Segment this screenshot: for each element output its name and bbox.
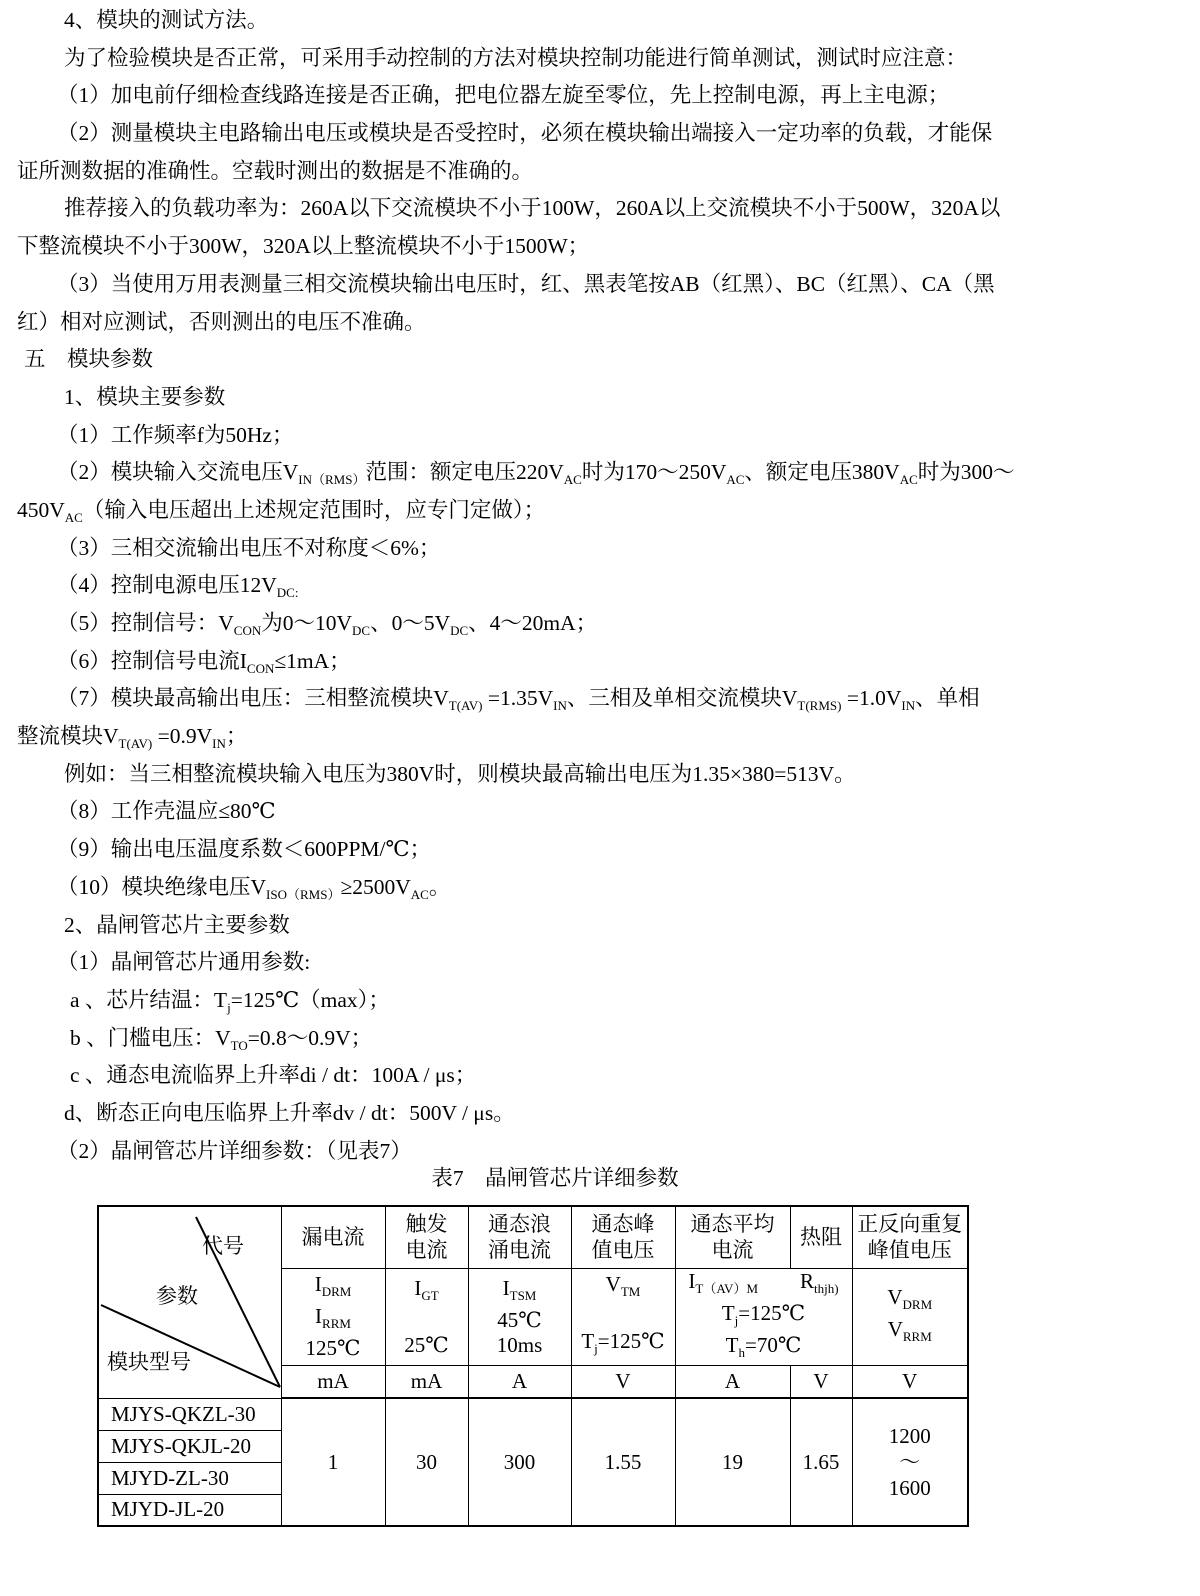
text-segment: 45℃ bbox=[497, 1307, 542, 1332]
subscript-text: IN bbox=[901, 698, 916, 714]
text-segment bbox=[620, 1304, 625, 1328]
text-segment bbox=[758, 1269, 800, 1293]
text-segment: 10ms bbox=[496, 1332, 543, 1357]
text-segment: c 、通态电流临界上升率di / dt：100A / μs； bbox=[70, 1063, 477, 1088]
text-segment: （5）控制信号：V bbox=[57, 611, 234, 635]
text-line bbox=[0, 115, 1200, 153]
unit-cell: mA bbox=[385, 1365, 468, 1398]
header-line: 通态浪 bbox=[488, 1212, 551, 1237]
symbol-line bbox=[386, 1308, 468, 1333]
text-line bbox=[0, 492, 1200, 530]
text-line bbox=[0, 1020, 1200, 1058]
text-line bbox=[0, 869, 1200, 907]
text-line bbox=[0, 831, 1200, 869]
symbol-line bbox=[469, 1276, 571, 1308]
table-model-cell: MJYS-QKJL-20 bbox=[98, 1430, 281, 1462]
text-segment: 证所测数据的准确性。空载时测出的数据是不准确的。 bbox=[17, 158, 534, 183]
text-segment: =125℃ bbox=[597, 1329, 665, 1353]
text-segment: 、单相 bbox=[915, 686, 980, 711]
text-line bbox=[0, 1095, 1200, 1133]
text-segment: 4、模块的测试方法。 bbox=[64, 8, 269, 32]
header-line: 涌电流 bbox=[488, 1238, 551, 1263]
text-segment: 下整流模块不小于300W，320A以上整流模块不小于1500W； bbox=[17, 234, 590, 259]
subscript-text: TO bbox=[230, 1037, 248, 1053]
table-value-cell bbox=[281, 1398, 385, 1526]
text-segment: =0.8～0.9V； bbox=[247, 1025, 373, 1050]
value-line: 1600 bbox=[888, 1476, 931, 1500]
text-segment: ≥2500V bbox=[340, 874, 411, 899]
subscript-text: ISO（RMS） bbox=[266, 886, 341, 902]
text-segment: （输入电压超出上述规定范围时，应专门定做）； bbox=[82, 497, 546, 522]
text-segment: b 、门槛电压：V bbox=[70, 1025, 231, 1050]
subscript-text: AC bbox=[726, 472, 745, 488]
text-segment: =1.0V bbox=[841, 686, 902, 711]
text-segment: （4）控制电源电压12V bbox=[57, 573, 277, 598]
text-segment: ； bbox=[225, 724, 248, 749]
value-line: 19 bbox=[722, 1450, 743, 1474]
subscript-text: T(AV) bbox=[448, 698, 483, 714]
text-segment: 为了检验模块是否正常，可采用手动控制的方法对模块控制功能进行简单测试，测试时应注意： bbox=[64, 45, 968, 70]
text-segment: （3）当使用万用表测量三相交流模块输出电压时，红、黑表笔按AB（红黑）、BC（红黑）、CA（黑 bbox=[57, 271, 995, 296]
subscript-text: T(RMS) bbox=[797, 698, 842, 714]
symbol-line bbox=[282, 1336, 385, 1361]
text-line bbox=[0, 40, 1200, 78]
value-line: 30 bbox=[416, 1450, 437, 1474]
unit-cell: V bbox=[852, 1365, 968, 1398]
symbol-line bbox=[853, 1285, 968, 1317]
corner-label-model: 模块型号 bbox=[107, 1350, 191, 1375]
header-line: 正反向重复 bbox=[857, 1212, 963, 1237]
header-line: 值电压 bbox=[591, 1238, 655, 1263]
text-line bbox=[0, 153, 1200, 191]
text-segment: d、断态正向电压临界上升率dv / dt：500V / μs。 bbox=[64, 1100, 515, 1125]
subscript-text: T（AV）M bbox=[695, 1280, 759, 1296]
symbol-header-cell bbox=[281, 1268, 385, 1365]
col-header-cell bbox=[385, 1206, 468, 1268]
table-value-cell bbox=[675, 1398, 790, 1526]
text-segment: 。 bbox=[428, 874, 451, 899]
text-segment: T bbox=[721, 1300, 735, 1325]
text-segment: 推荐接入的负载功率为：260A以下交流模块不小于100W，260A以上交流模块不小于500W，320A以 bbox=[64, 196, 1001, 221]
text-segment: （6）控制信号电流I bbox=[57, 648, 247, 673]
corner-label-code: 代号 bbox=[202, 1234, 244, 1259]
text-segment: V bbox=[887, 1316, 903, 1341]
text-segment: （2）模块输入交流电压V bbox=[57, 460, 299, 485]
subscript-text: GT bbox=[421, 1287, 439, 1303]
symbol-line bbox=[386, 1333, 468, 1358]
text-line bbox=[0, 567, 1200, 605]
text-segment: 整流模块V bbox=[17, 724, 119, 749]
text-segment: =125℃ bbox=[738, 1300, 806, 1325]
table-model-cell: MJYD-ZL-30 bbox=[98, 1462, 281, 1494]
text-line bbox=[0, 417, 1200, 455]
text-segment: 时为170～250V bbox=[581, 460, 727, 485]
corner-label-parameter: 参数 bbox=[156, 1284, 198, 1309]
subscript-text: j bbox=[594, 1341, 598, 1356]
symbol-header-cell bbox=[468, 1268, 571, 1365]
text-line bbox=[0, 605, 1200, 643]
text-line bbox=[0, 341, 1200, 379]
header-line: 热阻 bbox=[800, 1225, 842, 1250]
subscript-text: AC bbox=[899, 472, 918, 488]
value-line: 1 bbox=[327, 1450, 339, 1474]
subscript-text: AC bbox=[64, 509, 83, 525]
text-segment: 为0～10V bbox=[261, 611, 353, 635]
subscript-text: thjh) bbox=[814, 1280, 839, 1296]
subscript-text: j bbox=[734, 1312, 739, 1328]
text-segment: V bbox=[605, 1272, 621, 1296]
symbol-line bbox=[282, 1304, 385, 1336]
value-line: 1.65 bbox=[802, 1450, 840, 1474]
text-segment: 25℃ bbox=[404, 1332, 449, 1357]
subscript-text: TSM bbox=[509, 1287, 537, 1303]
subscript-text: TM bbox=[620, 1284, 641, 1299]
table-value-cell bbox=[385, 1398, 468, 1526]
subscript-text: AC bbox=[563, 472, 582, 488]
text-segment: （2）晶闸管芯片详细参数：（见表7） bbox=[57, 1138, 412, 1163]
symbol-line bbox=[572, 1329, 675, 1361]
symbol-header-cell bbox=[675, 1268, 852, 1365]
symbol-line bbox=[572, 1272, 675, 1304]
symbol-header-cell bbox=[852, 1268, 968, 1365]
text-line bbox=[0, 680, 1200, 718]
subscript-text: CON bbox=[233, 623, 262, 638]
text-line bbox=[0, 756, 1200, 794]
text-line bbox=[0, 907, 1200, 945]
text-segment: 五 模块参数 bbox=[24, 347, 154, 372]
symbol-line bbox=[469, 1308, 571, 1333]
text-segment: （9）输出电压温度系数＜600PPM/℃； bbox=[57, 837, 432, 862]
header-line: 触发 bbox=[405, 1212, 448, 1237]
table-caption: 表7 晶闸管芯片详细参数 bbox=[431, 1166, 679, 1190]
symbol-line bbox=[676, 1301, 852, 1333]
subscript-text: T(AV) bbox=[118, 736, 153, 752]
subscript-text: DC bbox=[352, 623, 371, 638]
unit-cell: V bbox=[790, 1365, 852, 1398]
text-segment: I bbox=[314, 1272, 322, 1296]
text-segment: （1）加电前仔细检查线路连接是否正确，把电位器左旋至零位，先上控制电源，再上主电源； bbox=[57, 83, 950, 108]
table-corner-cell bbox=[98, 1206, 281, 1398]
col-header-cell bbox=[790, 1206, 852, 1268]
col-header-cell bbox=[852, 1206, 968, 1268]
text-segment: （1）工作频率f为50Hz； bbox=[57, 422, 294, 447]
text-segment: （8）工作壳温应≤80℃ bbox=[57, 799, 276, 824]
subscript-text: DC bbox=[450, 623, 469, 638]
text-segment: =70℃ bbox=[744, 1332, 802, 1357]
text-segment: （2）测量模块主电路输出电压或模块是否受控时，必须在模块输出端接入一定功率的负载，才能保 bbox=[57, 121, 993, 146]
text-segment: 、4～20mA； bbox=[468, 611, 598, 635]
table-model-cell: MJYD-JL-20 bbox=[98, 1494, 281, 1526]
text-line bbox=[0, 643, 1200, 681]
header-line: 通态平均 bbox=[690, 1212, 775, 1237]
text-line bbox=[0, 454, 1200, 492]
text-segment: I bbox=[414, 1275, 422, 1300]
symbol-line bbox=[386, 1276, 468, 1308]
text-segment: 例如：当三相整流模块输入电压为380V时，则模块最高输出电压为1.35×380=513V。 bbox=[64, 761, 856, 786]
text-line bbox=[0, 304, 1200, 342]
subscript-text: CON bbox=[246, 660, 275, 676]
text-line bbox=[0, 2, 1200, 40]
text-segment: 时为300～ bbox=[917, 460, 1015, 485]
text-segment: ≤1mA； bbox=[274, 648, 351, 673]
unit-cell: A bbox=[468, 1365, 571, 1398]
symbol-line bbox=[282, 1272, 385, 1304]
table-value-cell bbox=[468, 1398, 571, 1526]
text-segment: 红）相对应测试，否则测出的电压不准确。 bbox=[17, 309, 426, 334]
text-line bbox=[0, 77, 1200, 115]
text-segment: （7）模块最高输出电压：三相整流模块V bbox=[57, 686, 449, 711]
symbol-line bbox=[853, 1317, 968, 1349]
text-line bbox=[0, 530, 1200, 568]
text-segment: 2、晶闸管芯片主要参数 bbox=[64, 912, 290, 937]
subscript-text: IN bbox=[212, 736, 226, 752]
value-line: 1.55 bbox=[604, 1450, 642, 1474]
text-line bbox=[0, 944, 1200, 982]
text-segment: 1、模块主要参数 bbox=[64, 384, 226, 409]
text-segment: 、0～5V bbox=[370, 611, 451, 635]
unit-cell: A bbox=[675, 1365, 790, 1398]
header-line: 通态峰 bbox=[591, 1212, 655, 1237]
text-segment: 125℃ bbox=[305, 1336, 361, 1360]
unit-cell: V bbox=[571, 1365, 675, 1398]
subscript-text: DRM bbox=[321, 1284, 352, 1299]
text-line bbox=[0, 982, 1200, 1020]
text-segment: V bbox=[887, 1284, 903, 1309]
text-segment: 、额定电压380V bbox=[744, 460, 900, 485]
text-line bbox=[0, 793, 1200, 831]
col-header-cell bbox=[675, 1206, 790, 1268]
text-line bbox=[0, 718, 1200, 756]
subscript-text: IN bbox=[553, 698, 567, 714]
diagonal-line bbox=[101, 1305, 280, 1387]
text-segment: （1）晶闸管芯片通用参数: bbox=[57, 950, 311, 975]
header-line: 电流 bbox=[711, 1238, 754, 1263]
text-line bbox=[0, 1133, 1200, 1171]
text-segment: T bbox=[581, 1329, 595, 1353]
text-segment: =125℃（max）； bbox=[230, 987, 390, 1012]
text-segment: =1.35V bbox=[482, 686, 554, 711]
text-segment: （10）模块绝缘电压V bbox=[57, 874, 267, 899]
symbol-header-cell bbox=[571, 1268, 675, 1365]
table-value-cell bbox=[571, 1398, 675, 1526]
header-line: 漏电流 bbox=[301, 1225, 365, 1250]
value-line: ～ bbox=[899, 1450, 921, 1474]
text-line bbox=[0, 1057, 1200, 1095]
text-segment: 范围：额定电压220V bbox=[365, 460, 564, 485]
subscript-text: j bbox=[227, 999, 231, 1015]
header-line: 电流 bbox=[405, 1238, 448, 1263]
text-line bbox=[0, 190, 1200, 228]
text-segment: =0.9V bbox=[152, 724, 213, 749]
text-segment: （3）三相交流输出电压不对称度＜6%； bbox=[57, 535, 441, 560]
text-segment: 450V bbox=[17, 497, 65, 522]
text-line bbox=[0, 228, 1200, 266]
subscript-text: RRM bbox=[902, 1328, 932, 1344]
text-segment: I bbox=[688, 1268, 696, 1293]
value-line: 1200 bbox=[888, 1424, 931, 1448]
text-segment: R bbox=[800, 1268, 815, 1293]
subscript-text: RRM bbox=[322, 1316, 351, 1331]
symbol-line bbox=[469, 1333, 571, 1358]
document-body bbox=[0, 2, 1200, 1170]
text-segment: a 、芯片结温：T bbox=[70, 987, 228, 1012]
value-line: 300 bbox=[503, 1450, 536, 1474]
col-header-cell bbox=[571, 1206, 675, 1268]
table-value-cell bbox=[790, 1398, 852, 1526]
text-segment bbox=[424, 1308, 429, 1332]
text-segment: I bbox=[502, 1275, 510, 1300]
symbol-header-cell bbox=[385, 1268, 468, 1365]
col-header-cell bbox=[468, 1206, 571, 1268]
symbol-line bbox=[572, 1304, 675, 1329]
col-header-cell bbox=[281, 1206, 385, 1268]
text-line bbox=[0, 379, 1200, 417]
subscript-text: DC: bbox=[276, 585, 299, 601]
table-model-cell: MJYS-QKZL-30 bbox=[98, 1398, 281, 1430]
text-line bbox=[0, 266, 1200, 304]
subscript-text: AC bbox=[410, 886, 429, 902]
text-segment: 、三相及单相交流模块V bbox=[566, 686, 798, 711]
header-line: 峰值电压 bbox=[867, 1238, 952, 1263]
subscript-text: IN（RMS） bbox=[298, 472, 366, 488]
corner-diagonal-area bbox=[99, 1215, 281, 1389]
parameters-table bbox=[97, 1205, 969, 1527]
subscript-text: h bbox=[738, 1344, 745, 1360]
text-segment: T bbox=[725, 1332, 739, 1357]
unit-cell: mA bbox=[281, 1365, 385, 1398]
table-value-cell bbox=[852, 1398, 968, 1526]
symbol-line bbox=[676, 1333, 852, 1365]
text-segment: I bbox=[315, 1304, 323, 1328]
symbol-line bbox=[676, 1269, 852, 1301]
subscript-text: DRM bbox=[902, 1296, 933, 1312]
